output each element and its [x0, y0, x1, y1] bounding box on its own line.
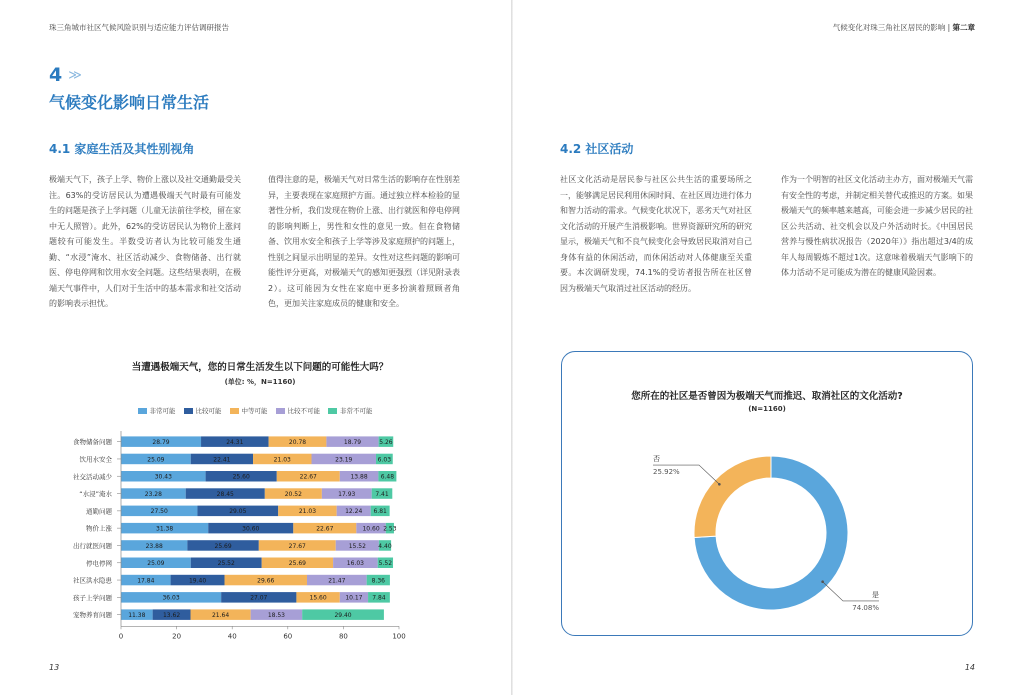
data-label: 15.60	[309, 594, 327, 602]
data-label: 21.64	[211, 611, 230, 619]
category-label: 物价上涨	[86, 524, 112, 533]
data-label: 15.52	[348, 542, 366, 550]
category-label: 饮用水安全	[79, 455, 112, 464]
legend-item	[230, 406, 268, 415]
legend-label: 非常不可能	[340, 407, 373, 415]
x-tick-label: 80	[338, 632, 348, 641]
data-label: 25.52	[217, 560, 235, 568]
legend-label: 比较不可能	[287, 407, 320, 415]
data-label: 19.40	[188, 577, 207, 585]
left-page	[0, 0, 511, 695]
data-label: 20.78	[288, 438, 307, 446]
data-label: 30.60	[242, 525, 260, 533]
legend-item	[276, 406, 321, 415]
category-label: 社交活动减少	[73, 472, 112, 481]
data-label: 30.43	[154, 473, 172, 481]
data-label: 10.17	[345, 594, 363, 602]
category-label: 食物储备问题	[73, 438, 112, 447]
data-label: 23.19	[335, 456, 353, 464]
bar-chart-subtitle: (单位: %，N=1160)	[224, 378, 296, 386]
running-head-text: 气候变化对珠三角社区居民的影响	[832, 23, 946, 32]
data-label: 29.40	[334, 611, 352, 619]
leader-dot	[821, 580, 824, 583]
data-label: 11.38	[128, 611, 146, 619]
slice-value-label: 74.08%	[852, 603, 879, 612]
data-label: 13.88	[350, 473, 368, 481]
data-label: 4.40	[378, 542, 392, 550]
data-label: 21.47	[328, 577, 346, 585]
slice-value-label: 25.92%	[653, 468, 680, 477]
legend-swatch	[276, 408, 285, 414]
chapter-number-text: 4	[49, 64, 63, 86]
category-label: 通勤问题	[86, 507, 112, 516]
bar-chart-title: 当遭遇极端天气，您的日常生活发生以下问题的可能性大吗？	[131, 362, 389, 373]
page-number: 14	[964, 663, 975, 672]
legend-item	[138, 406, 176, 415]
legend-swatch	[184, 408, 193, 414]
pie-chart-subtitle: (N=1160)	[748, 405, 786, 413]
data-label: 5.26	[379, 438, 393, 446]
data-label: 7.84	[372, 594, 386, 602]
category-label: 孩子上学问题	[73, 593, 112, 602]
data-label: 28.79	[152, 438, 170, 446]
category-label: 社区洪水隐患	[73, 576, 112, 585]
x-tick-label: 0	[118, 632, 124, 641]
legend-label: 比较可能	[195, 407, 222, 415]
running-head: 气候变化对珠三角社区居民的影响 | 第二章	[832, 23, 975, 32]
body-paragraph-1: 社区文化活动是居民参与社区公共生活的重要场所之一，能够满足居民利用休闲时间、在社区周边进行体力和智力活动的需求。气候变化状况下，恶劣天气对社区文化活动的开展产生消极影响。世界资源研究所的研究显示，极端天气和不良气候变化会导致居民取消对自己身体有益的休闲活动，而休闲活动对人体健康至关重要。本次调研发现，74.1%的受访者报告所在社区曾因为极端天气取消过社区活动的经历。	[560, 175, 752, 293]
data-label: 20.52	[284, 490, 302, 498]
data-label: 8.36	[371, 577, 385, 585]
x-tick-label: 40	[227, 632, 237, 641]
body-paragraph-2: 值得注意的是，极端天气对日常生活的影响存在性别差异，主要表现在家庭照护方面。通过独立样本检验的显著性分析，我们发现在物价上涨、出行就医和停电停网的影响判断上，男性和女性的意见一致。但在食物储备、饮用水安全和孩子上学等涉及家庭照护的问题上，性别之间显示出明显的差异。女性对这些问题的影响可能性评分更高，对极端天气的感知更强烈（详见附录表2）。这可能因为女性在家庭中更多扮演着照顾者角色，更加关注家庭成员的健康和安全。	[268, 175, 460, 308]
data-label: 6.03	[377, 456, 392, 464]
data-label: 25.60	[232, 473, 250, 481]
data-label: 36.03	[162, 594, 180, 602]
running-head: 珠三角城市社区气候风险识别与适应能力评估调研报告	[49, 23, 229, 32]
stacked-bar-chart	[40, 425, 480, 650]
x-tick-label: 60	[283, 632, 293, 641]
data-label: 22.41	[213, 456, 231, 464]
x-tick-label: 100	[392, 632, 406, 641]
legend-label: 中等可能	[241, 407, 268, 415]
donut-chart	[561, 351, 973, 636]
data-label: 2.53	[383, 525, 397, 533]
data-label: 29.05	[229, 508, 247, 516]
legend-item	[328, 406, 373, 415]
right-page	[513, 0, 1024, 695]
data-label: 10.60	[362, 525, 380, 533]
chapter-number	[49, 64, 82, 86]
slice-label: 是	[872, 590, 879, 599]
data-label: 28.45	[216, 490, 234, 498]
body-paragraph-2: 作为一个明智的社区文化活动主办方，面对极端天气需有安全性的考虑，并制定相关替代或推迟的方案。如果极端天气的频率越来越高，可能会进一步减少居民的社区公共活动、社交机会以及户外活动时长。《中国居民营养与慢性病状况报告（2020年）》指出超过3/4的成年人每周锻炼不超过1次。这意味着极端天气影响下的体力活动不足可能成为潜在的健康风险因素。	[781, 175, 973, 277]
body-paragraph-1: 极端天气下，孩子上学、物价上涨以及社交通勤最受关注。63%的受访居民认为遭遇极端天气时最有可能发生的问题是孩子上学问题（儿童无法前往学校，留在家中无人照管）。此外，62%的受访居民认为物价上涨问题较有可能发生。半数受访者认为比较可能发生通勤、“水浸”淹水、社区活动减少、食物储备、出行就医、停电停网和饮用水安全问题。这些结果表明，在极端天气事件中，人们对于生活中的基本需求和社交活动的影响表示担忧。	[49, 175, 241, 308]
data-label: 18.53	[267, 611, 286, 619]
data-label: 21.03	[298, 508, 317, 516]
data-label: 31.38	[156, 525, 174, 533]
slice-label: 否	[653, 455, 660, 464]
data-label: 23.28	[144, 490, 162, 498]
legend-swatch	[328, 408, 337, 414]
data-label: 27.50	[150, 508, 168, 516]
bar-chart-legend	[100, 406, 410, 415]
data-label: 22.67	[316, 525, 334, 533]
data-label: 7.41	[375, 490, 389, 498]
double-chevron-icon: ≫	[68, 68, 82, 83]
chapter-title: 气候变化影响日常生活	[49, 93, 210, 112]
data-label: 24.31	[226, 438, 244, 446]
category-label: 停电停网	[86, 559, 112, 568]
data-label: 29.66	[257, 577, 275, 585]
leader-dot	[718, 483, 721, 486]
pie-chart-title: 您所在的社区是否曾因为极端天气而推迟、取消社区的文化活动?	[631, 391, 903, 402]
data-label: 22.67	[299, 473, 317, 481]
leader-line	[823, 582, 879, 601]
data-label: 21.03	[273, 456, 291, 464]
legend-label: 非常可能	[149, 407, 176, 415]
running-head-chapter: 第二章	[952, 23, 975, 32]
x-tick-label: 20	[172, 632, 182, 641]
data-label: 23.88	[145, 542, 163, 550]
data-label: 25.69	[214, 542, 232, 550]
data-label: 27.07	[250, 594, 268, 602]
data-label: 5.52	[378, 560, 393, 568]
data-label: 12.24	[345, 508, 363, 516]
data-label: 25.09	[147, 456, 165, 464]
data-label: 13.62	[162, 611, 181, 619]
data-label: 25.09	[147, 560, 165, 568]
legend-swatch	[230, 408, 239, 414]
donut-slice	[694, 456, 771, 537]
data-label: 27.67	[288, 542, 306, 550]
data-label: 16.03	[346, 560, 364, 568]
data-label: 17.93	[338, 490, 356, 498]
data-label: 18.79	[343, 438, 362, 446]
data-label: 6.48	[380, 473, 395, 481]
page-number: 13	[49, 663, 60, 672]
data-label: 6.81	[373, 508, 387, 516]
section-title-4-2: 4.2 社区活动	[560, 142, 634, 156]
legend-swatch	[138, 408, 147, 414]
data-label: 17.84	[137, 577, 155, 585]
section-title-4-1: 4.1 家庭生活及其性别视角	[49, 142, 195, 156]
category-label: “水浸”淹水	[79, 490, 112, 499]
data-label: 25.69	[288, 560, 306, 568]
category-label: 出行就医问题	[73, 541, 112, 550]
category-label: 宠物养育问题	[73, 611, 112, 620]
legend-item	[184, 406, 222, 415]
